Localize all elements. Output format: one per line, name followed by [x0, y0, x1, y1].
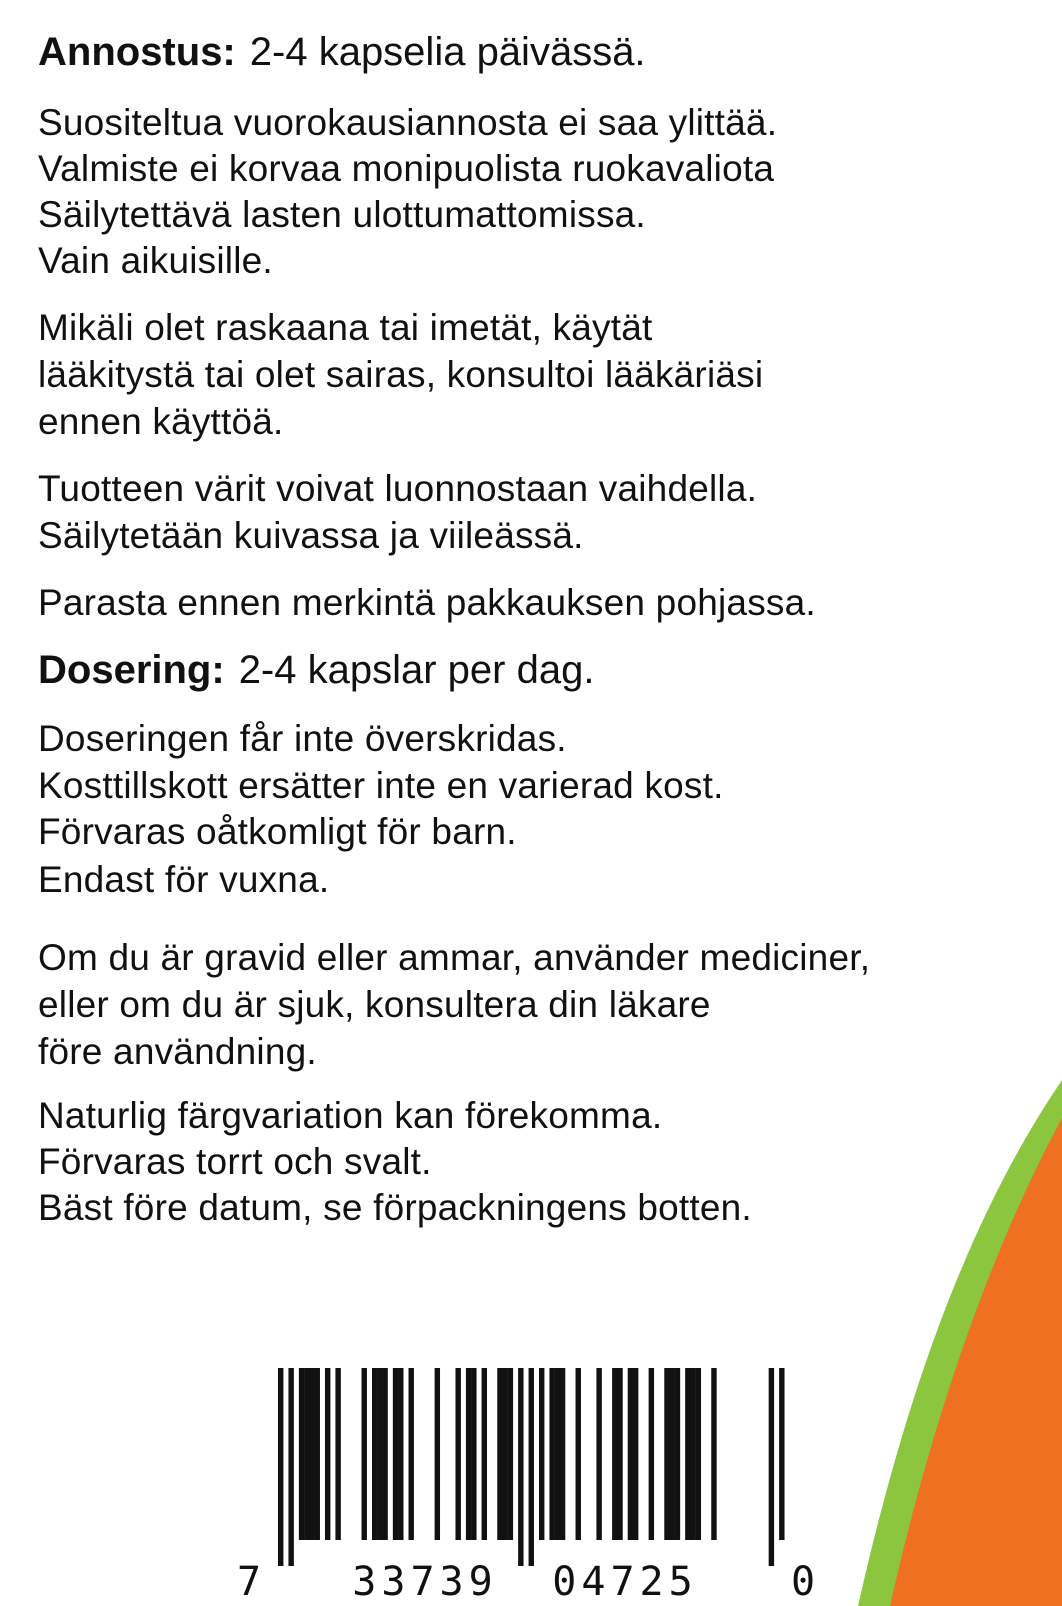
barcode-bar: [628, 1368, 633, 1540]
barcode-first-digit: 7: [234, 1560, 264, 1604]
finnish-line: Vain aikuisille.: [38, 240, 273, 281]
barcode-bar: [779, 1368, 784, 1540]
swedish-line: Bäst före datum, se förpackningens botten.: [38, 1187, 752, 1228]
finnish-line: ennen käyttöä.: [38, 401, 284, 442]
barcode-bar: [455, 1368, 460, 1540]
barcode-check-digit: 0: [788, 1560, 818, 1604]
barcode-bar: [612, 1368, 617, 1540]
barcode-bar: [393, 1368, 398, 1540]
swedish-line: före användning.: [38, 1031, 317, 1072]
barcode-bar: [309, 1368, 314, 1540]
finnish-line: Valmiste ei korvaa monipuolista ruokavaliota: [38, 148, 775, 189]
swedish-line: Doseringen får inte överskridas.: [38, 718, 567, 759]
barcode-bar: [325, 1368, 330, 1540]
barcode-bar: [711, 1368, 716, 1540]
barcode-bar: [362, 1368, 367, 1540]
barcode-bar: [508, 1368, 513, 1540]
finnish-dosage-value: 2-4 kapselia päivässä.: [249, 30, 646, 74]
barcode-bar: [596, 1368, 601, 1540]
barcode-bar: [690, 1368, 695, 1540]
barcode-bar: [649, 1368, 654, 1540]
swedish-line: Endast för vuxna.: [38, 859, 330, 900]
barcode-guard-bar: [518, 1368, 523, 1566]
barcode-guard-bar: [769, 1368, 774, 1566]
barcode-guard-bar: [278, 1368, 283, 1566]
barcode-guard-bar: [529, 1368, 534, 1566]
barcode-bar: [482, 1368, 487, 1540]
barcode-bar: [633, 1368, 638, 1540]
barcode-bar: [617, 1368, 622, 1540]
barcode-bar: [560, 1368, 565, 1540]
finnish-dosage-label: Annostus:: [38, 30, 236, 74]
barcode-bar: [372, 1368, 377, 1540]
barcode-bar: [409, 1368, 414, 1540]
barcode-bar: [435, 1368, 440, 1540]
swedish-line: Om du är gravid eller ammar, använder mediciner,: [38, 937, 871, 978]
finnish-line: Säilytetään kuivassa ja viileässä.: [38, 515, 584, 556]
barcode-bar: [377, 1368, 382, 1540]
barcode-bar: [549, 1368, 554, 1540]
barcode-bar: [471, 1368, 476, 1540]
barcode-bar: [382, 1368, 387, 1540]
finnish-line: Säilytettävä lasten ulottumattomissa.: [38, 194, 646, 235]
barcode-bar: [315, 1368, 320, 1540]
finnish-line: Suositeltua vuorokausiannosta ei saa ylittää.: [38, 102, 778, 143]
barcode-bar: [299, 1368, 304, 1540]
barcode-bar: [398, 1368, 403, 1540]
swedish-line: Kosttillskott ersätter inte en varierad kost.: [38, 765, 724, 806]
barcode-left-group: 33739: [334, 1560, 516, 1604]
barcode-bar: [696, 1368, 701, 1540]
barcode-bar: [539, 1368, 544, 1540]
barcode-bar: [576, 1368, 581, 1540]
barcode-bar: [497, 1368, 502, 1540]
finnish-line: Mikäli olet raskaana tai imetät, käytät: [38, 307, 653, 348]
finnish-line: Parasta ennen merkintä pakkauksen pohjassa.: [38, 582, 816, 623]
barcode-bar: [304, 1368, 309, 1540]
swedish-line: Förvaras torrt och svalt.: [38, 1141, 432, 1182]
swedish-line: Förvaras oåtkomligt för barn.: [38, 811, 517, 852]
barcode-bar: [502, 1368, 507, 1540]
swedish-dosage-label: Dosering:: [38, 648, 225, 692]
swedish-line: Naturlig färgvariation kan förekomma.: [38, 1095, 663, 1136]
swedish-dosage-value: 2-4 kapslar per dag.: [238, 648, 595, 692]
barcode-right-group: 04725: [534, 1560, 716, 1604]
barcode-bar: [685, 1368, 690, 1540]
barcode-bar: [555, 1368, 560, 1540]
finnish-line: Tuotteen värit voivat luonnostaan vaihdella.: [38, 468, 758, 509]
swedish-line: eller om du är sjuk, konsultera din läkare: [38, 984, 711, 1025]
barcode-bar: [675, 1368, 680, 1540]
barcode-bar: [335, 1368, 340, 1540]
barcode-bar: [670, 1368, 675, 1540]
barcode-bar: [466, 1368, 471, 1540]
barcode-bar: [664, 1368, 669, 1540]
barcode-guard-bar: [288, 1368, 293, 1566]
finnish-line: lääkitystä tai olet sairas, konsultoi lääkäriäsi: [38, 354, 764, 395]
